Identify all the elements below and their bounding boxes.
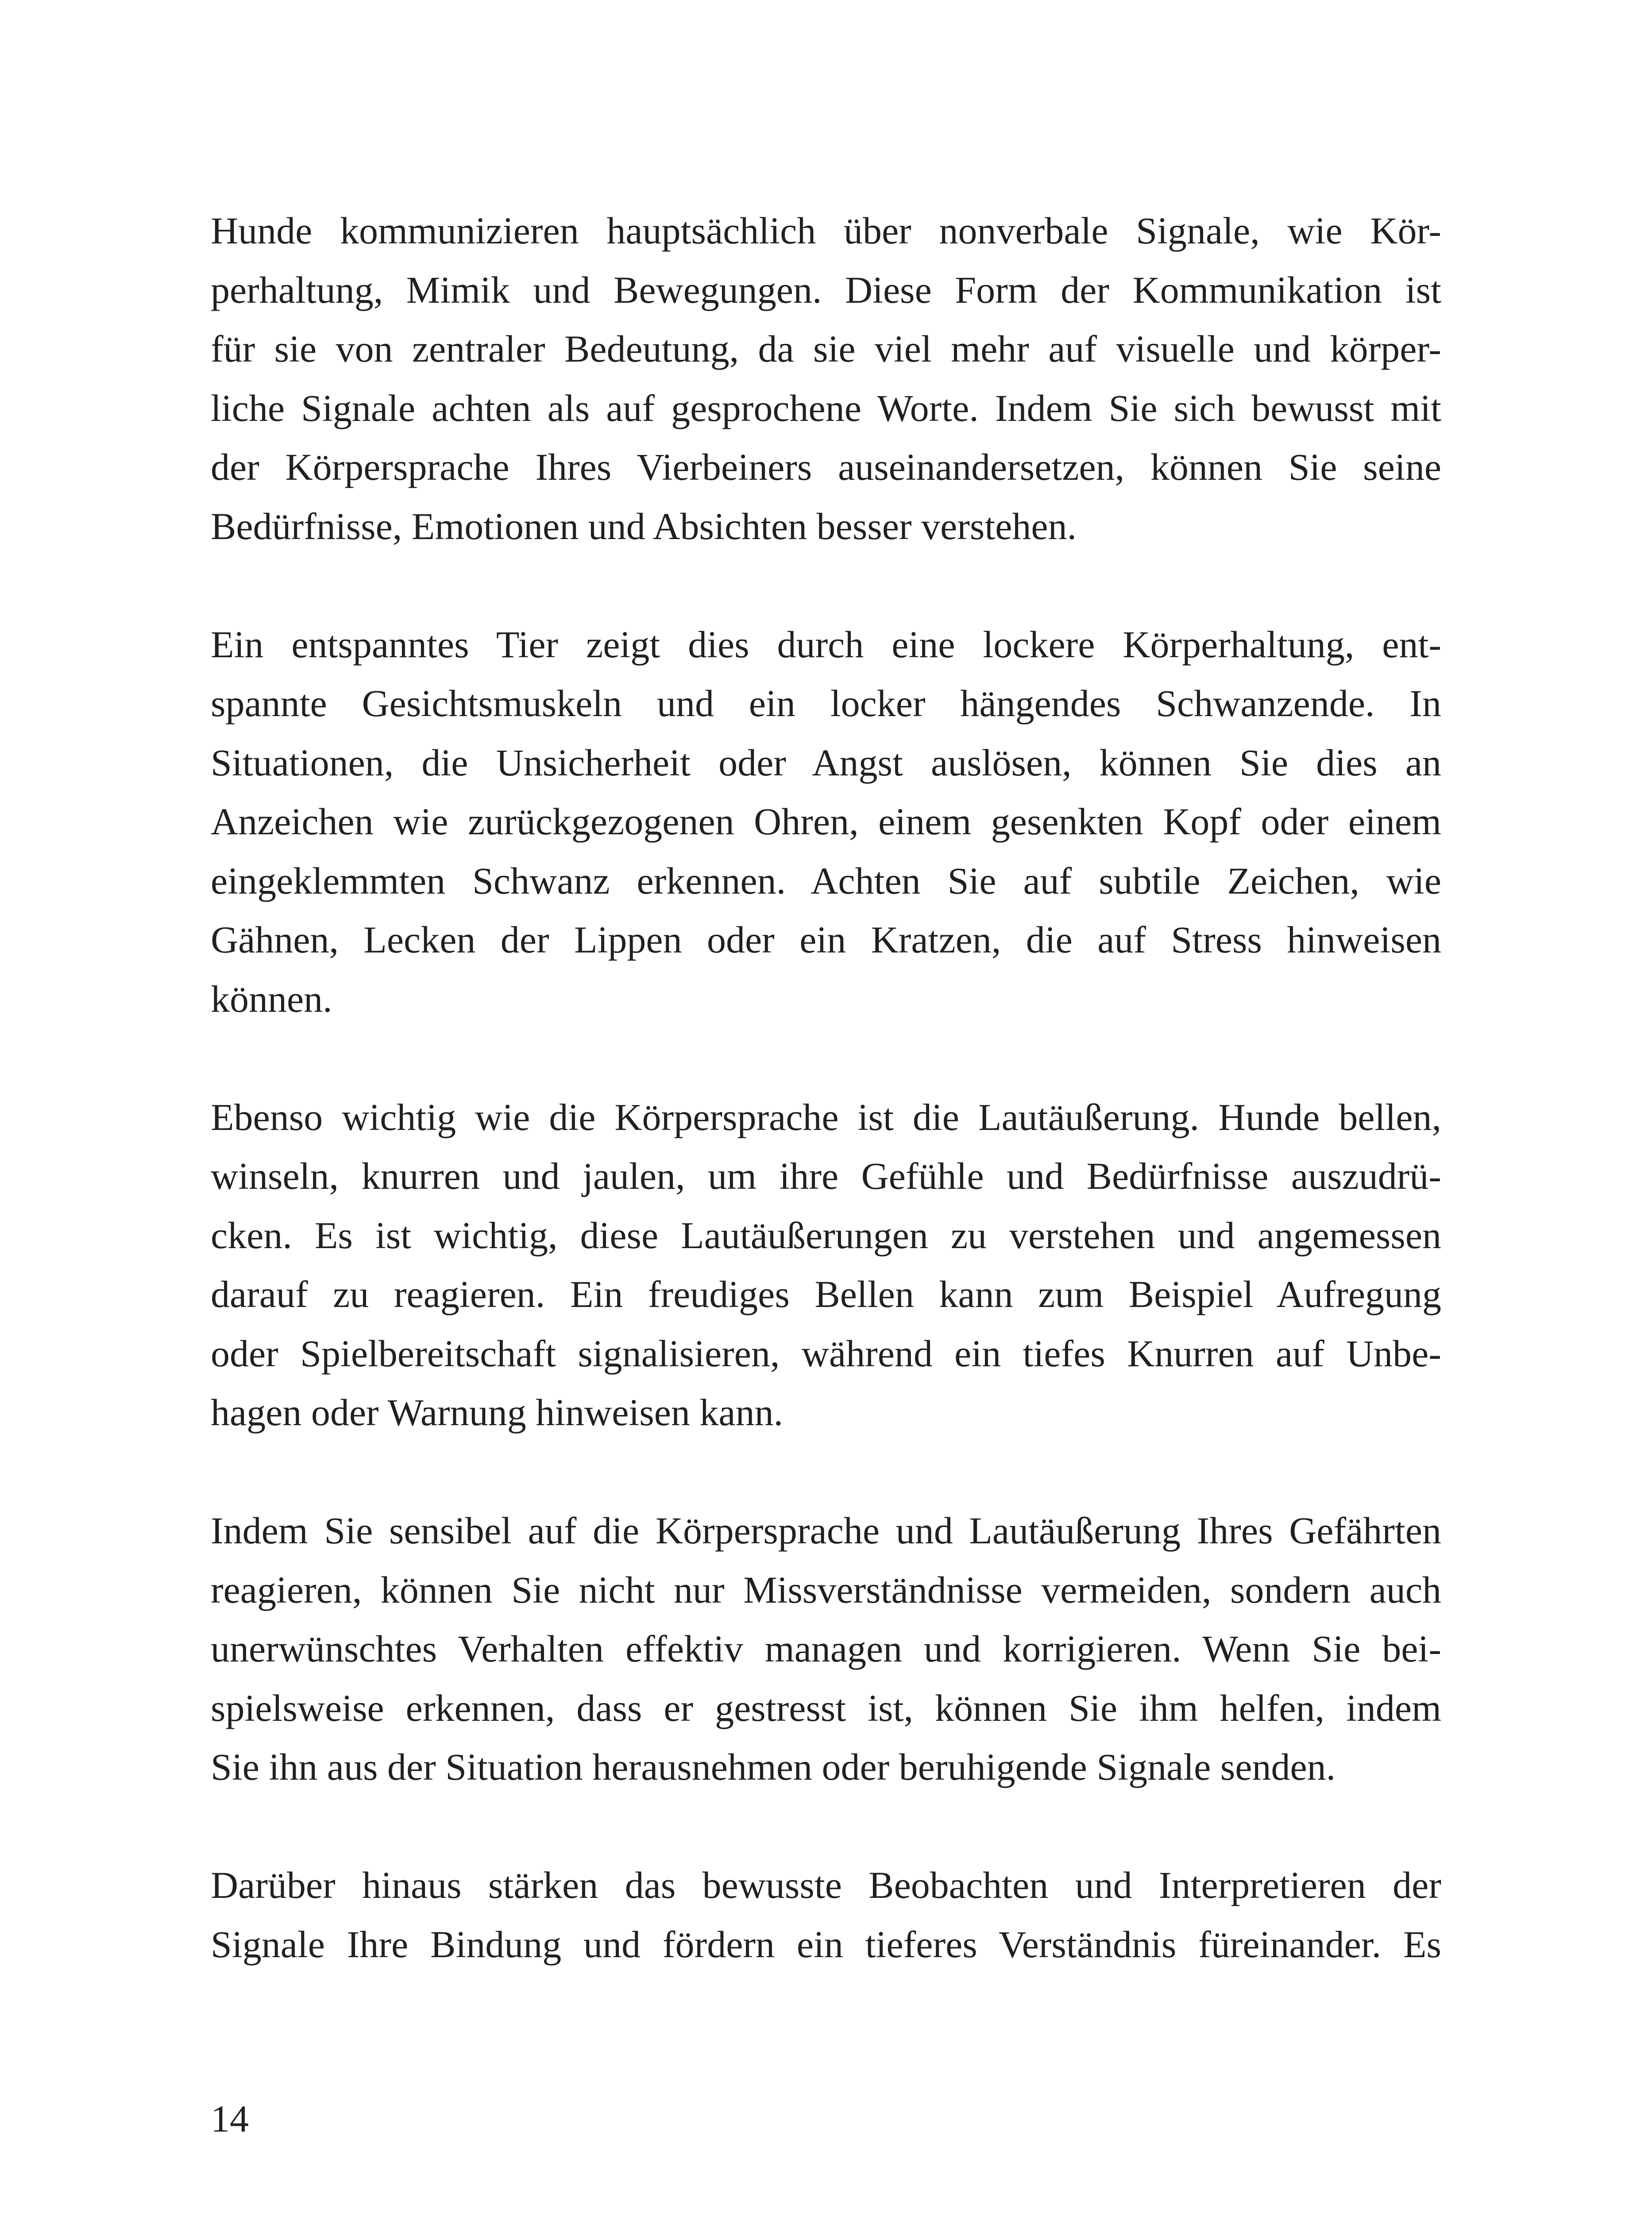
text-line: perhaltung, Mimik und Bewegungen. Diese Form der Kommunikation ist [211, 268, 1441, 311]
text-line: Hunde kommunizieren hauptsächlich über nonverbale Signale, wie Kör- [211, 209, 1441, 252]
text-line: unerwünschtes Verhalten effektiv managen und korrigieren. Wenn Sie bei- [211, 1627, 1441, 1670]
text-line: Anzeichen wie zurückgezogenen Ohren, einem gesenkten Kopf oder einem [211, 800, 1441, 843]
text-line: winseln, knurren und jaulen, um ihre Gefühle und Bedürfnisse auszudrü- [211, 1155, 1441, 1197]
text-line: hagen oder Warnung hinweisen kann. [211, 1391, 784, 1434]
text-line: Situationen, die Unsicherheit oder Angst auslösen, können Sie dies an [211, 741, 1441, 784]
text-line: oder Spielbereitschaft signalisieren, während ein tiefes Knurren auf Unbe- [211, 1332, 1441, 1375]
text-line: liche Signale achten als auf gesprochene Worte. Indem Sie sich bewusst mit [211, 386, 1441, 429]
text-line: spannte Gesichtsmuskeln und ein locker hängendes Schwanzende. In [211, 682, 1441, 725]
text-line: darauf zu reagieren. Ein freudiges Bellen kann zum Beispiel Aufregung [211, 1273, 1441, 1315]
paragraph-3 [211, 1088, 1441, 1442]
paragraph-1 [211, 201, 1441, 556]
paragraph-4 [211, 1501, 1441, 1797]
paragraph-spacer [211, 1797, 1441, 1856]
paragraph-spacer [211, 1442, 1441, 1502]
text-line: Gähnen, Lecken der Lippen oder ein Kratzen, die auf Stress hinweisen [211, 918, 1441, 961]
text-line: Ein entspanntes Tier zeigt dies durch eine lockere Körperhaltung, ent- [211, 623, 1441, 666]
text-line: spielsweise erkennen, dass er gestresst ist, können Sie ihm helfen, indem [211, 1686, 1441, 1729]
text-line: Indem Sie sensibel auf die Körpersprache und Lautäußerung Ihres Gefährten [211, 1509, 1441, 1552]
text-line: Darüber hinaus stärken das bewusste Beobachten und Interpretieren der [211, 1864, 1441, 1906]
paragraph-spacer [211, 1029, 1441, 1088]
paragraph-5 [211, 1856, 1441, 1974]
text-line: reagieren, können Sie nicht nur Missverständnisse vermeiden, sondern auch [211, 1568, 1441, 1611]
text-line: Bedürfnisse, Emotionen und Absichten besser verstehen. [211, 505, 1077, 547]
text-line: für sie von zentraler Bedeutung, da sie viel mehr auf visuelle und körper- [211, 328, 1441, 370]
text-line: Sie ihn aus der Situation herausnehmen oder beruhigende Signale senden. [211, 1746, 1336, 1788]
text-line: cken. Es ist wichtig, diese Lautäußerungen zu verstehen und angemessen [211, 1214, 1441, 1257]
paragraph-spacer [211, 556, 1441, 615]
text-line: der Körpersprache Ihres Vierbeiners auseinandersetzen, können Sie seine [211, 446, 1441, 488]
text-line: Signale Ihre Bindung und fördern ein tieferes Verständnis füreinander. Es [211, 1923, 1441, 1966]
page-number: 14 [211, 2097, 249, 2140]
text-line: können. [211, 977, 332, 1020]
text-line: Ebenso wichtig wie die Körpersprache ist die Lautäußerung. Hunde bellen, [211, 1095, 1441, 1138]
paragraph-2 [211, 615, 1441, 1029]
text-line: eingeklemmten Schwanz erkennen. Achten Sie auf subtile Zeichen, wie [211, 859, 1441, 902]
body-text [211, 201, 1441, 1974]
